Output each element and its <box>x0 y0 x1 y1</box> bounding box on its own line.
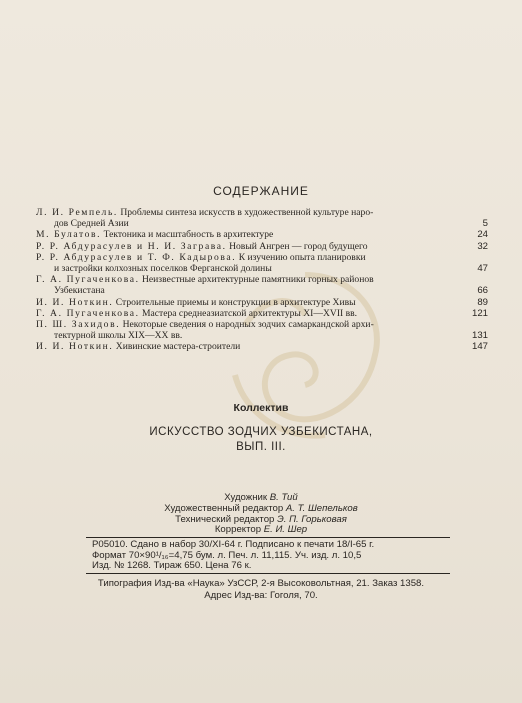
toc-author: М. Булатов. <box>36 229 102 241</box>
printer-info <box>0 578 522 602</box>
credit-name: В. Тий <box>269 492 298 503</box>
toc-title-cont: тектурной школы XIX—XX вв. <box>54 330 183 342</box>
credits-block <box>0 493 522 536</box>
toc-title-cont: и застройки колхозных поселков Ферганской долины <box>54 263 272 275</box>
imprint-block <box>92 540 452 572</box>
toc-title: Проблемы синтеза искусств в художественной культуре наро- <box>120 207 374 218</box>
toc-page-number: 121 <box>471 307 488 319</box>
toc-entry <box>36 241 488 252</box>
credit-role: Корректор <box>214 524 262 536</box>
imprint-line: Изд. № 1268. Тираж 650. Цена 76 к. <box>92 560 252 571</box>
toc-author: Г. А. Пугаченкова. <box>36 307 140 319</box>
toc-author: Г. А. Пугаченкова. <box>36 274 140 286</box>
credit-role: Художественный редактор <box>164 502 284 514</box>
toc-page-number: 66 <box>477 285 488 297</box>
toc-title-cont: дов Средней Азии <box>54 218 129 230</box>
toc-entry <box>36 252 488 274</box>
toc-title: Тектоника и масштабность в архитектуре <box>103 229 274 241</box>
toc-title: Неизвестные архитектурные памятники горных районов <box>141 274 374 286</box>
toc-entry <box>36 229 488 240</box>
toc-title: Некоторые сведения о народных зодчих самаркандской архи- <box>122 319 374 331</box>
toc-entry <box>36 308 488 319</box>
credit-name: А. Т. Шепельков <box>285 502 358 514</box>
toc-page-number: 147 <box>471 341 488 353</box>
toc-title: Строительные приемы и конструкции в архитектуре Хивы <box>115 296 356 308</box>
printer-address: Адрес Изд-ва: Гоголя, 70. <box>204 590 318 601</box>
book-title-line-2: ВЫП. III. <box>236 441 286 453</box>
collective-label: Коллектив <box>233 402 289 414</box>
toc-entry <box>36 297 488 308</box>
printer-line: Типография Изд-ва «Наука» УзССР, 2-я Высоковольтная, 21. Заказ 1358. <box>97 578 425 589</box>
toc-title-cont: Узбекистана <box>54 285 105 297</box>
toc-author: Р. Р. Абдурасулев и Т. Ф. Кадырова. <box>36 251 237 263</box>
toc-author: И. И. Ноткин. <box>36 296 114 308</box>
credit-role: Технический редактор <box>175 513 275 525</box>
toc-page-number: 24 <box>477 229 488 241</box>
credit-role: Художник <box>224 492 268 503</box>
toc-title: Новый Ангрен — город будущего <box>229 240 368 252</box>
credit-name: Е. И. Шер <box>263 524 308 536</box>
toc-title: Мастера среднеазиатской архитектуры XI—XVII вв. <box>141 307 358 319</box>
toc-page-number: 32 <box>477 240 488 252</box>
toc-page-number: 5 <box>482 218 488 230</box>
toc-page-number: 89 <box>477 296 488 308</box>
toc-author: Л. И. Ремпель. <box>36 207 118 218</box>
imprint-bottom-rule <box>86 573 450 574</box>
toc-title: Хивинские мастера-строители <box>115 341 241 353</box>
contents-heading: СОДЕРЖАНИЕ <box>213 184 309 198</box>
toc-entry <box>36 319 488 341</box>
toc-title: К изучению опыта планировки <box>238 251 366 263</box>
toc-entry <box>36 341 488 352</box>
imprint-top-rule <box>86 537 450 538</box>
credit-line <box>0 525 522 536</box>
credit-name: Э. П. Горьковая <box>277 513 347 525</box>
book-title-line-1: ИСКУССТВО ЗОДЧИХ УЗБЕКИСТАНА, <box>149 426 373 438</box>
toc-entry <box>36 274 488 296</box>
toc-author: П. Ш. Захидов. <box>36 319 121 331</box>
toc-page-number: 131 <box>471 330 488 342</box>
toc-page-number: 47 <box>477 263 488 275</box>
toc-author: Р. Р. Абдурасулев и Н. И. Загрaва. <box>36 240 227 252</box>
book-title <box>0 425 522 455</box>
toc-author: И. И. Ноткин. <box>36 341 114 353</box>
toc-entry <box>36 207 488 229</box>
table-of-contents <box>36 207 488 353</box>
imprint-line: Формат 70×90¹/₁₆=4,75 бум. л. Печ. л. 11,115. Уч. изд. л. 10,5 <box>92 549 362 561</box>
imprint-line: Р05010. Сдано в набор 30/XI-64 г. Подписано к печати 18/I-65 г. <box>92 539 375 550</box>
